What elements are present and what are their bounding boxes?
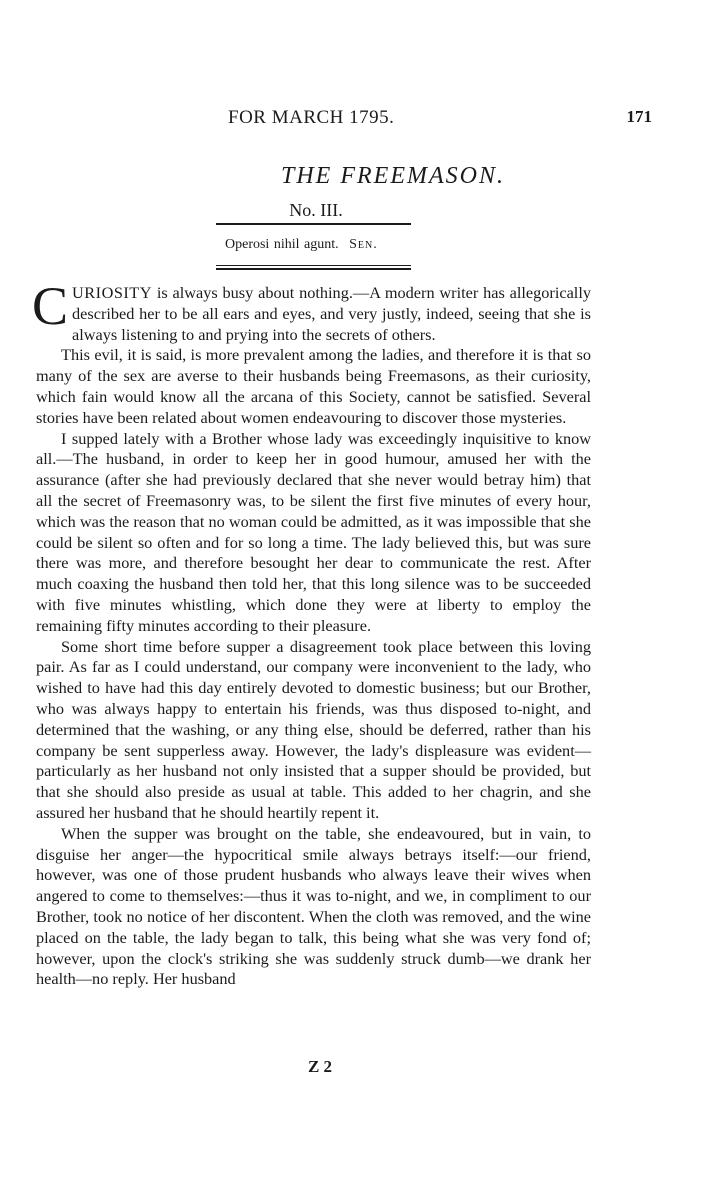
epigraph-text: Operosi nihil agunt.	[225, 237, 339, 252]
divider-rule	[216, 268, 411, 270]
paragraph: This evil, it is said, is more prevalent among the ladies, and therefore it is that so many of the sex are averse to their husbands being Freemasons, as their curiosity, which fain would know all the arcana of this Society, cannot be satisfied. Several stories have been related about women endeavouring to discover those mysteries.	[36, 345, 591, 427]
page-number: 171	[626, 107, 652, 126]
paragraph: Some short time before supper a disagreement took place between this loving pair. As far as I could understand, our company were inconvenient to the lady, who wished to have had this day entirely devoted to domestic business; but our Brother, who was always happy to entertain his friends, was thus disposed to-night, and determined that the washing, or any thing else, should be deferred, rather than his company be sent supperless away. However, the lady's displeasure was evident—particularly as her husband not only insisted that a supper should be provided, but that she should also preside as usual at table. This added to her chagrin, and she assured her husband that he should heartily repent it.	[36, 636, 591, 822]
divider-rule	[216, 223, 411, 225]
running-title: FOR MARCH 1795.	[228, 107, 395, 128]
divider-rule	[216, 265, 411, 266]
paragraph: I supped lately with a Brother whose lady was exceedingly inquisitive to know all.—The husband, in order to keep her in good humour, amused her with the assurance (after she had previously declared that she never would betray him) that all the secret of Freemasonry was, to be silent the first five minutes of every hour, which was the reason that no woman could be admitted, as it was impossible that she could be silent so often and for so long a time. The lady believed this, but was sure there was more, and therefore besought her dear to communicate the rest. After much coaxing the husband then told her, that this long silence was to be succeeded with five minutes whistling, which done they were at liberty to employ the remaining fifty minutes according to their pleasure.	[36, 428, 591, 635]
article-title: THE FREEMASON.	[281, 163, 505, 189]
epigraph	[225, 237, 378, 253]
lead-word: URIOSITY	[72, 283, 153, 302]
paragraph	[32, 276, 591, 345]
paragraph-text: is always busy about nothing.—A modern writer has allegorically described her to be all ears and eyes, and very justly, indeed, seeing that she is always listening to and prying into the secrets of others.	[72, 283, 591, 344]
signature-mark: Z 2	[307, 1057, 333, 1076]
paragraph: When the supper was brought on the table, she endeavoured, but in vain, to disguise her anger—the hypocritical smile always betrays itself:—our friend, however, was one of those prudent husbands who always leave their wives when angered to come to themselves:—thus it was to-night, and we, in compliment to our Brother, took no notice of her discontent. When the cloth was removed, and the wine placed on the table, the lady began to talk, this being what she was very fond of; however, upon the clock's striking she was suddenly struck dumb—we drank her health—no reply. Her husband	[36, 823, 591, 989]
drop-cap: C	[32, 276, 69, 336]
issue-number: No. III.	[289, 200, 343, 220]
epigraph-source: Sen.	[349, 237, 378, 252]
article-body	[32, 276, 591, 990]
running-head	[0, 107, 714, 131]
